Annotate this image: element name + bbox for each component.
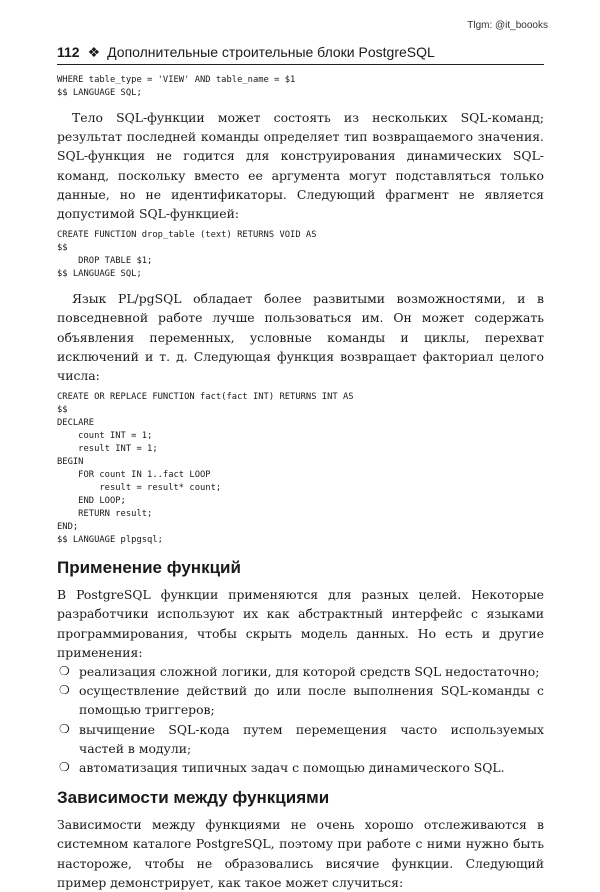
watermark: Tlgm: @it_boooks	[467, 20, 548, 31]
list-item: ❍ вычищение SQL-кода путем перемещения часто используемых частей в модули;	[59, 721, 544, 756]
running-header	[57, 44, 544, 65]
code-block-factorial: CREATE OR REPLACE FUNCTION fact(fact INT) RETURNS INT AS $$ DECLARE count INT = 1; result INT = 1; BEGIN FOR count IN 1..fact LOOP result = result* count; END LOOP; RETURN result; END; $$ LANGUAGE plpgsql;	[57, 392, 354, 546]
section-heading-functions-usage: Применение функций	[57, 558, 241, 578]
list-item: ❍ осуществление действий до или после выполнения SQL-команды с помощью триггеров;	[59, 683, 544, 718]
code-block-where: WHERE table_type = 'VIEW' AND table_name = $1 $$ LANGUAGE SQL;	[57, 75, 296, 98]
ornament-icon: ❖	[87, 44, 101, 60]
bullet-list	[57, 662, 544, 777]
code-block-drop-table: CREATE FUNCTION drop_table (text) RETURNS VOID AS $$ DROP TABLE $1; $$ LANGUAGE SQL;	[57, 230, 317, 280]
chapter-title: Дополнительные строительные блоки PostgreSQL	[107, 44, 435, 60]
list-item: ❍ автоматизация типичных задач с помощью динамического SQL.	[59, 760, 505, 776]
paragraph-dependencies: Зависимости между функциями не очень хорошо отслеживаются в системном каталоге PostgreSQL, поэтому при работе с ними нужно быть настороже, чтобы не образовались висячие функции. Следующий пример демонстрирует, как такое может случиться:	[57, 817, 544, 890]
circle-bullet-icon: ❍	[59, 760, 70, 775]
paragraph-functions-usage: В PostgreSQL функции применяются для разных целей. Некоторые разработчики используют их как абстрактный интерфейс с языками программирования, чтобы скрыть модель данных. Но есть и другие применения:	[57, 587, 544, 660]
page-body	[57, 74, 544, 892]
circle-bullet-icon: ❍	[59, 683, 70, 698]
circle-bullet-icon: ❍	[59, 664, 70, 679]
circle-bullet-icon: ❍	[59, 721, 70, 736]
paragraph-sql-functions: Тело SQL-функции может состоять из нескольких SQL-команд; результат последней команды определяет тип возвращаемого значения. SQL-функция не годится для конструирования динамических SQL-команд, поскольку вместо ее аргумента могут подставляться только данные, но не идентификаторы. Следующий фрагмент не является допустимой SQL-функцией:	[57, 110, 544, 222]
list-item: ❍ реализация сложной логики, для которой средств SQL недостаточно;	[59, 664, 540, 680]
section-heading-dependencies: Зависимости между функциями	[57, 788, 330, 808]
page-number: 112	[57, 44, 80, 60]
paragraph-plpgsql: Язык PL/pgSQL обладает более развитыми возможностями, и в повседневной работе лучше пользоваться им. Он может содержать объявления переменных, условные команды и циклы, перехват исключений и т. д. Следующая функция возвращает факториал целого числа:	[57, 291, 544, 384]
